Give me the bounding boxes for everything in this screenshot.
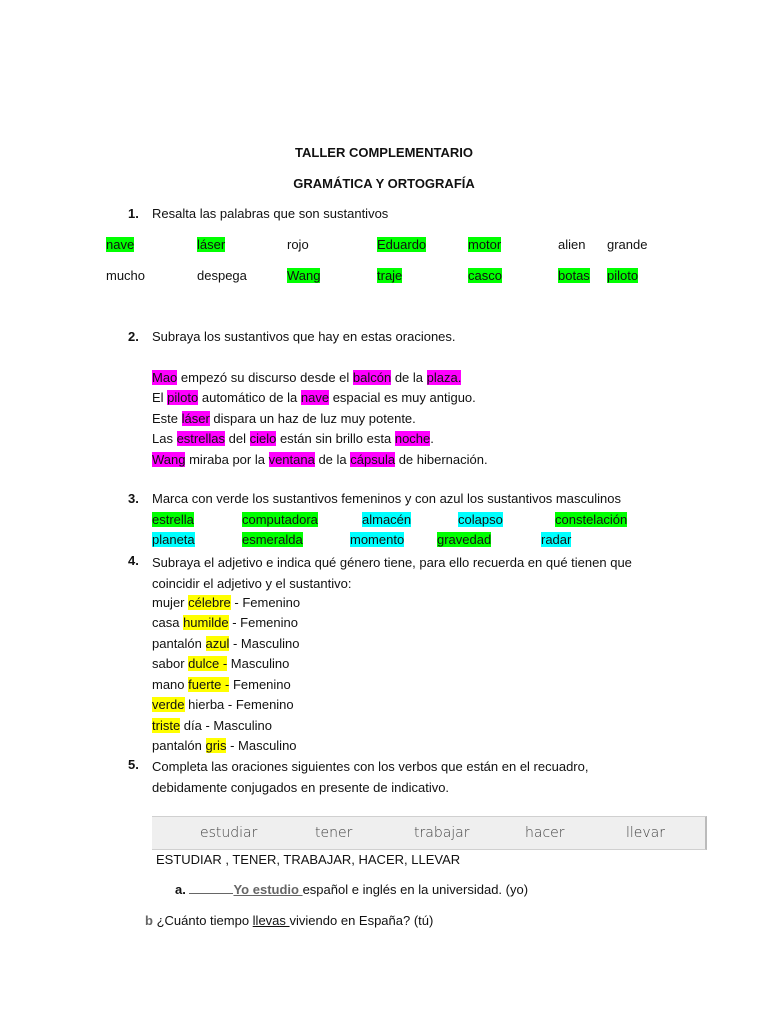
q3-word: esmeralda [242, 532, 303, 547]
q1-word: alien [558, 237, 586, 252]
q1-word: Eduardo [377, 237, 427, 252]
q4-item: sabor dulce - Masculino [152, 656, 290, 671]
q1-word: mucho [106, 268, 146, 283]
q2-sentence: Este láser dispara un haz de luz muy potente. [152, 411, 416, 426]
q4-instruction: Subraya el adjetivo e indica qué género tiene, para ello recuerda en qué tienen que coincidir el adjetivo y el sustantivo: [152, 555, 632, 591]
q4-item: casa humilde - Femenino [152, 615, 298, 630]
exercise-b: b ¿Cuánto tiempo llevas viviendo en España? (tú) [145, 913, 434, 928]
q1-instruction: Resalta las palabras que son sustantivos [152, 206, 389, 221]
q5-instruction: Completa las oraciones siguientes con los verbos que están en el recuadro, debidamente conjugados en presente de indicativo. [152, 759, 589, 795]
verb-word: hacer [525, 825, 565, 841]
verb-word: estudiar [200, 825, 258, 841]
q1-word: despega [197, 268, 247, 283]
worksheet-title: TALLER COMPLEMENTARIO [295, 145, 473, 160]
q3-word: planeta [152, 532, 195, 547]
q4-item: verde hierba - Femenino [152, 697, 294, 712]
q3-word: radar [541, 532, 572, 547]
q2-sentence: Las estrellas del cielo están sin brillo esta noche. [152, 431, 434, 446]
q3-word: colapso [458, 512, 503, 527]
q4-item: pantalón gris - Masculino [152, 738, 297, 753]
q1-word: motor [468, 237, 502, 252]
q1-word: piloto [607, 268, 639, 283]
verb-word: tener [315, 825, 353, 841]
q3-word: almacén [362, 512, 412, 527]
q4-item: pantalón azul - Masculino [152, 636, 300, 651]
q1-word: Wang [287, 268, 321, 283]
q1-word: traje [377, 268, 403, 283]
q3-word: constelación [555, 512, 628, 527]
q3-instruction: Marca con verde los sustantivos femeninos y con azul los sustantivos masculinos [152, 491, 621, 506]
answer-b: llevas [252, 913, 290, 928]
q3-word: gravedad [437, 532, 492, 547]
q1-word: láser [197, 237, 226, 252]
q1-word: grande [607, 237, 648, 252]
q5-number: 5. [128, 757, 139, 772]
answer-a: Yo estudio [233, 882, 303, 897]
q1-word: rojo [287, 237, 309, 252]
q1-word: botas [558, 268, 590, 283]
q4-item: triste día - Masculino [152, 718, 272, 733]
q3-word: estrella [152, 512, 194, 527]
q1-word: casco [468, 268, 502, 283]
q4-number: 4. [128, 553, 139, 568]
q1-number: 1. [128, 206, 139, 221]
exercise-a: a. Yo estudio español e inglés en la universidad. (yo) [175, 882, 529, 897]
q2-number: 2. [128, 329, 139, 344]
q3-number: 3. [128, 491, 139, 506]
q4-item: mujer célebre - Femenino [152, 595, 301, 610]
q1-word: nave [106, 237, 135, 252]
verb-box [152, 816, 707, 850]
worksheet-subtitle: GRAMÁTICA Y ORTOGRAFÍA [293, 176, 475, 191]
q2-sentence: El piloto automático de la nave espacial es muy antiguo. [152, 390, 476, 405]
verb-word: trabajar [414, 825, 470, 841]
q3-word: computadora [242, 512, 318, 527]
q2-sentence: Mao empezó su discurso desde el balcón de la plaza. [152, 370, 462, 385]
q3-word: momento [350, 532, 405, 547]
verbs-uppercase: ESTUDIAR , TENER, TRABAJAR, HACER, LLEVAR [156, 852, 461, 867]
q2-sentence: Wang miraba por la ventana de la cápsula de hibernación. [152, 452, 488, 467]
q4-item: mano fuerte - Femenino [152, 677, 291, 692]
q2-instruction: Subraya los sustantivos que hay en estas oraciones. [152, 329, 456, 344]
verb-word: llevar [626, 825, 666, 841]
